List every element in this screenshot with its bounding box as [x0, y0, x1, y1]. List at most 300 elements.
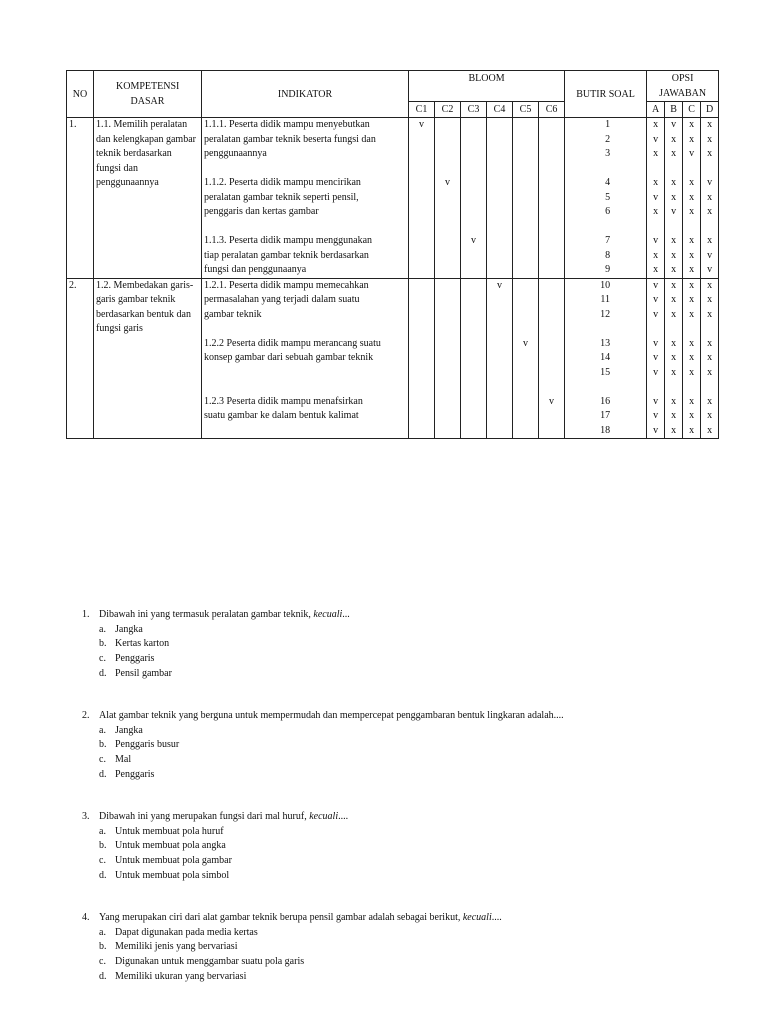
question-text-wrap [99, 608, 350, 623]
butir-soal-line: 3 [605, 148, 611, 159]
opsi-mark-line: v [653, 308, 659, 320]
opsi-mark-line: v [653, 235, 659, 246]
question-item [82, 911, 502, 985]
bloom-mark-line [489, 205, 510, 220]
answer-option[interactable] [99, 637, 350, 652]
bloom-mark-line [515, 176, 536, 191]
bloom-mark-line [437, 322, 458, 337]
opsi-mark-cell [701, 118, 719, 279]
bloom-mark-line [515, 191, 536, 206]
indikator-cell [202, 278, 409, 439]
opsi-mark-line: v [671, 206, 677, 217]
bloom-mark-line [463, 293, 484, 308]
question-tail: .... [491, 912, 502, 923]
bloom-level-header: C6 [539, 102, 565, 118]
answer-option[interactable] [99, 623, 350, 638]
bloom-mark-line [411, 220, 432, 235]
opsi-mark-line [667, 322, 680, 337]
bloom-mark-line [541, 191, 562, 206]
opsi-mark-cell [665, 118, 683, 279]
answer-option[interactable] [99, 839, 348, 854]
opsi-mark-line: v [653, 191, 659, 203]
option-letter: d. [99, 970, 107, 982]
bloom-mark-line [515, 205, 536, 220]
bloom-mark-line [515, 308, 536, 323]
opsi-mark-line: x [671, 294, 677, 305]
question-number: 1. [82, 609, 90, 620]
bloom-mark-line [437, 118, 458, 133]
butir-soal-line: 14 [600, 352, 611, 363]
opsi-mark-line: x [707, 352, 713, 363]
bloom-mark-line [515, 366, 536, 381]
opsi-mark-line: x [707, 294, 713, 305]
bloom-mark-line [541, 263, 562, 278]
bloom-mark-line [411, 308, 432, 323]
opsi-mark-line: x [689, 337, 695, 349]
indikator-line [204, 220, 406, 235]
opsi-mark-line: x [689, 133, 695, 145]
bloom-mark-line [541, 133, 562, 148]
option-letter: c. [99, 855, 106, 867]
answer-option[interactable] [99, 926, 502, 941]
opsi-mark-cell [647, 118, 665, 279]
bloom-mark-line [541, 380, 562, 395]
opsi-mark-line [685, 220, 698, 235]
bloom-mark-line [489, 409, 510, 424]
opsi-mark-line: x [653, 249, 659, 261]
opsi-mark-line: v [653, 337, 659, 349]
bloom-mark-line [541, 337, 562, 352]
bloom-mark-cell [461, 278, 487, 439]
butir-soal-line: 16 [600, 395, 611, 407]
opsi-mark-line: x [671, 148, 677, 159]
answer-option[interactable] [99, 753, 564, 768]
option-letter: c. [99, 653, 106, 665]
option-text: Penggaris busur [115, 739, 180, 751]
opsi-mark-line: x [707, 424, 713, 436]
option-text: Penggaris [115, 768, 155, 780]
indikator-line: suatu gambar ke dalam bentuk kalimat [204, 410, 359, 421]
option-text: Pensil gambar [115, 667, 172, 679]
opsi-mark-line: v [707, 249, 713, 261]
opsi-mark-line: v [653, 395, 659, 407]
question-item [82, 608, 350, 682]
opsi-mark-line: x [707, 206, 713, 217]
question-stem [82, 608, 350, 623]
answer-options [82, 926, 502, 985]
bloom-mark-line [411, 191, 432, 206]
opsi-mark-line: x [689, 308, 695, 320]
bloom-mark-line [411, 234, 432, 249]
bloom-mark-line [437, 308, 458, 323]
question-emphasis: kecuali [462, 912, 492, 923]
opsi-mark-line: x [671, 424, 677, 436]
opsi-mark-cell [665, 278, 683, 439]
opsi-mark-line: x [653, 119, 659, 130]
opsi-mark-line [703, 162, 716, 177]
answer-option[interactable] [99, 667, 350, 682]
opsi-mark-line: x [653, 148, 659, 159]
butir-soal-line: 1 [605, 119, 611, 130]
header-kompetensi: KOMPETENSI DASAR [94, 71, 202, 118]
opsi-mark-line: x [689, 294, 695, 305]
opsi-mark-line: x [671, 279, 677, 291]
bloom-level-header: C4 [487, 102, 513, 118]
butir-soal-line [567, 162, 610, 177]
question-emphasis: kecuali [309, 811, 339, 822]
bloom-mark-line [515, 409, 536, 424]
option-text: Untuk membuat pola simbol [115, 869, 230, 881]
bloom-mark-line [489, 191, 510, 206]
option-letter: a. [99, 825, 106, 837]
bloom-mark-line [515, 249, 536, 264]
question-number: 2. [82, 710, 90, 721]
bloom-mark-line [541, 351, 562, 366]
opsi-mark-line: x [689, 352, 695, 363]
bloom-mark-line: v [419, 119, 424, 130]
bloom-mark-line [541, 424, 562, 439]
bloom-mark-cell [513, 278, 539, 439]
option-letter-header: B [665, 102, 683, 118]
opsi-mark-line: v [707, 177, 713, 188]
bloom-mark-line [411, 133, 432, 148]
opsi-mark-line: x [707, 337, 713, 349]
header-opsi-jawaban: OPSI JAWABAN [647, 71, 719, 102]
bloom-level-header: C5 [513, 102, 539, 118]
bloom-mark-line [515, 293, 536, 308]
bloom-mark-line [463, 279, 484, 294]
option-letter: b. [99, 638, 107, 650]
butir-soal-line: 10 [600, 279, 611, 291]
bloom-mark-line [463, 205, 484, 220]
opsi-mark-line: x [671, 366, 677, 378]
bloom-mark-line [541, 308, 562, 323]
answer-option[interactable] [99, 652, 350, 667]
bloom-mark-line [489, 337, 510, 352]
bloom-mark-line [411, 147, 432, 162]
bloom-mark-line [437, 205, 458, 220]
opsi-mark-line: v [653, 410, 659, 421]
opsi-mark-line: x [689, 177, 695, 188]
opsi-mark-line [667, 162, 680, 177]
option-text: Kertas karton [115, 638, 170, 650]
bloom-mark-line [411, 322, 432, 337]
opsi-mark-line: x [689, 424, 695, 436]
bloom-mark-line [463, 220, 484, 235]
opsi-mark-line: x [671, 352, 677, 363]
option-text: Penggaris [115, 653, 155, 665]
bloom-mark-line [437, 234, 458, 249]
bloom-mark-line [489, 395, 510, 410]
opsi-mark-line: x [671, 249, 677, 261]
question-stem [82, 911, 502, 926]
bloom-mark-line [437, 366, 458, 381]
indikator-cell [202, 118, 409, 279]
opsi-mark-line: v [671, 119, 677, 130]
bloom-mark-line [515, 380, 536, 395]
answer-option[interactable] [99, 724, 564, 739]
opsi-mark-line: x [707, 308, 713, 320]
bloom-mark-line [463, 118, 484, 133]
bloom-mark-line [437, 220, 458, 235]
indikator-line: tiap peralatan gambar teknik berdasarkan [204, 249, 369, 261]
opsi-mark-line: x [689, 366, 695, 378]
bloom-mark-line [463, 395, 484, 410]
bloom-mark-line [463, 263, 484, 278]
opsi-mark-line: x [671, 337, 677, 349]
butir-soal-cell [565, 118, 647, 279]
opsi-mark-line: x [689, 279, 695, 291]
opsi-mark-line: x [689, 235, 695, 246]
question-tail: ... [342, 609, 350, 620]
bloom-mark-line [541, 366, 562, 381]
option-letter: d. [99, 667, 107, 679]
bloom-mark-line: v [523, 337, 528, 349]
bloom-mark-line [515, 234, 536, 249]
question-tail: .... [338, 811, 349, 822]
bloom-mark-line: v [471, 235, 476, 246]
bloom-mark-cell [487, 278, 513, 439]
bloom-mark-line [437, 147, 458, 162]
bloom-mark-line [463, 147, 484, 162]
opsi-mark-line: x [707, 366, 713, 378]
bloom-mark-line [463, 322, 484, 337]
bloom-mark-cell [409, 118, 435, 279]
indikator-line [204, 366, 406, 381]
butir-soal-line: 6 [605, 206, 611, 217]
opsi-mark-line: x [707, 235, 713, 246]
indikator-line: 1.2.1. Peserta didik mampu memecahkan [204, 279, 369, 291]
indikator-line: 1.1.3. Peserta didik mampu menggunakan [204, 235, 373, 246]
bloom-mark-line [541, 234, 562, 249]
option-letter: d. [99, 869, 107, 881]
opsi-mark-line: x [671, 308, 677, 320]
answer-option[interactable] [99, 825, 348, 840]
question-text-wrap [99, 709, 564, 724]
option-letter: a. [99, 724, 106, 736]
butir-soal-line: 5 [605, 191, 611, 203]
question-item [82, 810, 348, 884]
bloom-mark-line [541, 205, 562, 220]
bloom-mark-line [411, 366, 432, 381]
option-text: Untuk membuat pola gambar [115, 855, 232, 867]
option-text: Dapat digunakan pada media kertas [115, 926, 258, 938]
bloom-mark-line [411, 380, 432, 395]
butir-soal-line: 8 [605, 249, 611, 261]
option-letter-header: C [683, 102, 701, 118]
option-text: Jangka [115, 623, 143, 635]
opsi-mark-line: v [689, 148, 695, 159]
bloom-mark-line [411, 351, 432, 366]
question-emphasis: kecuali [313, 609, 343, 620]
bloom-mark-line [489, 147, 510, 162]
option-text: Untuk membuat pola angka [115, 840, 226, 852]
question-text: Alat gambar teknik yang berguna untuk mempermudah dan mempercepat penggambaran bentuk lingkaran adalah.... [99, 710, 564, 721]
opsi-mark-line: v [653, 294, 659, 305]
header-indikator: INDIKATOR [202, 71, 409, 118]
butir-soal-line: 2 [605, 133, 611, 145]
bloom-mark-line [463, 337, 484, 352]
bloom-mark-line [489, 234, 510, 249]
bloom-mark-line [489, 249, 510, 264]
butir-soal-line: 4 [605, 177, 611, 188]
option-text: Untuk membuat pola huruf [115, 825, 224, 837]
bloom-mark-line [463, 351, 484, 366]
opsi-mark-line: x [689, 249, 695, 261]
bloom-mark-line [437, 337, 458, 352]
opsi-mark-line: v [653, 424, 659, 436]
bloom-mark-line [411, 176, 432, 191]
bloom-mark-line [515, 322, 536, 337]
bloom-mark-line [411, 409, 432, 424]
bloom-mark-line [411, 337, 432, 352]
bloom-mark-line [411, 162, 432, 177]
bloom-mark-line [437, 293, 458, 308]
bloom-mark-line [489, 322, 510, 337]
bloom-mark-line [463, 308, 484, 323]
question-text: Dibawah ini yang termasuk peralatan gambar teknik, [99, 609, 314, 620]
bloom-mark-line [437, 409, 458, 424]
kompetensi-dasar: 1.1. Memilih peralatan dan kelengkapan gambar teknik berdasarkan fungsi dan penggunaannya [94, 118, 202, 279]
butir-soal-line [567, 380, 610, 395]
bloom-mark-line [411, 424, 432, 439]
opsi-mark-line [649, 162, 662, 177]
butir-soal-line: 18 [600, 424, 611, 436]
bloom-mark-line [411, 249, 432, 264]
bloom-level-header: C2 [435, 102, 461, 118]
question-number: 4. [82, 912, 90, 923]
indikator-line: 1.2.2 Peserta didik mampu merancang suatu [204, 337, 381, 349]
answer-option[interactable] [99, 970, 502, 985]
bloom-mark-line: v [445, 177, 450, 188]
bloom-mark-line: v [549, 395, 555, 407]
option-text: Mal [115, 754, 132, 766]
bloom-mark-line [437, 395, 458, 410]
bloom-mark-line [541, 176, 562, 191]
butir-soal-line [567, 220, 610, 235]
bloom-mark-line [437, 351, 458, 366]
bloom-mark-line [437, 191, 458, 206]
bloom-mark-line [437, 279, 458, 294]
butir-soal-line: 13 [600, 337, 611, 349]
bloom-mark-line [489, 263, 510, 278]
bloom-mark-line [463, 409, 484, 424]
opsi-mark-line: x [653, 177, 659, 188]
answer-option[interactable] [99, 768, 564, 783]
question-stem [82, 709, 564, 724]
option-text: Jangka [115, 724, 143, 736]
opsi-mark-line [649, 380, 662, 395]
bloom-mark-cell [435, 118, 461, 279]
bloom-mark-line: v [497, 279, 502, 291]
opsi-mark-line: x [671, 177, 677, 188]
option-letter: a. [99, 926, 106, 938]
opsi-mark-line: x [689, 191, 695, 203]
bloom-mark-line [489, 220, 510, 235]
bloom-mark-line [515, 147, 536, 162]
header-butir-soal: BUTIR SOAL [565, 71, 647, 118]
bloom-mark-line [437, 263, 458, 278]
opsi-mark-line [685, 322, 698, 337]
bloom-level-header: C3 [461, 102, 487, 118]
option-letter: b. [99, 941, 107, 953]
butir-soal-line: 7 [605, 235, 611, 246]
bloom-mark-cell [409, 278, 435, 439]
opsi-mark-line: x [653, 206, 659, 217]
option-letter: b. [99, 840, 107, 852]
indikator-line [204, 322, 406, 337]
opsi-mark-line: x [653, 264, 659, 275]
answer-option[interactable] [99, 940, 502, 955]
bloom-mark-line [515, 395, 536, 410]
bloom-mark-line [463, 249, 484, 264]
butir-soal-line: 17 [600, 410, 611, 421]
answer-option[interactable] [99, 738, 564, 753]
bloom-mark-line [515, 118, 536, 133]
kisi-kisi-table [66, 70, 719, 439]
opsi-mark-line: x [671, 410, 677, 421]
bloom-mark-line [463, 176, 484, 191]
opsi-mark-line: x [689, 410, 695, 421]
opsi-mark-line [685, 380, 698, 395]
bloom-mark-line [463, 162, 484, 177]
option-letter: d. [99, 768, 107, 780]
bloom-mark-line [541, 279, 562, 294]
opsi-mark-line: x [707, 133, 713, 145]
butir-soal-line: 12 [600, 308, 611, 320]
opsi-mark-line: v [653, 133, 659, 145]
indikator-line: 1.1.2. Peserta didik mampu mencirikan [204, 177, 361, 188]
answer-option[interactable] [99, 854, 348, 869]
bloom-mark-line [515, 424, 536, 439]
answer-options [82, 623, 350, 682]
opsi-mark-line [667, 380, 680, 395]
indikator-line [204, 162, 406, 177]
answer-option[interactable] [99, 955, 502, 970]
bloom-mark-line [411, 205, 432, 220]
option-text: Digunakan untuk menggambar suatu pola garis [115, 956, 305, 968]
opsi-mark-line: x [671, 264, 677, 275]
bloom-mark-line [541, 147, 562, 162]
opsi-mark-cell [701, 278, 719, 439]
opsi-mark-line: x [689, 119, 695, 130]
option-letter: a. [99, 623, 106, 635]
table-row [67, 118, 719, 279]
bloom-mark-line [515, 133, 536, 148]
bloom-mark-line [541, 249, 562, 264]
bloom-mark-line [489, 366, 510, 381]
opsi-mark-line: x [707, 148, 713, 159]
opsi-mark-line: x [671, 191, 677, 203]
bloom-mark-cell [435, 278, 461, 439]
option-text: Memiliki ukuran yang bervariasi [115, 970, 247, 982]
indikator-line: permasalahan yang terjadi dalam suatu [204, 294, 360, 305]
opsi-mark-line: x [689, 206, 695, 217]
opsi-mark-line [703, 322, 716, 337]
opsi-mark-line [667, 220, 680, 235]
bloom-mark-line [515, 220, 536, 235]
answer-option[interactable] [99, 869, 348, 884]
opsi-mark-cell [683, 278, 701, 439]
bloom-mark-line [437, 249, 458, 264]
bloom-mark-cell [461, 118, 487, 279]
bloom-mark-line [437, 424, 458, 439]
opsi-mark-line: x [671, 133, 677, 145]
bloom-mark-line [437, 380, 458, 395]
butir-soal-line: 9 [605, 264, 611, 275]
bloom-mark-line [463, 133, 484, 148]
opsi-mark-line: x [707, 119, 713, 130]
